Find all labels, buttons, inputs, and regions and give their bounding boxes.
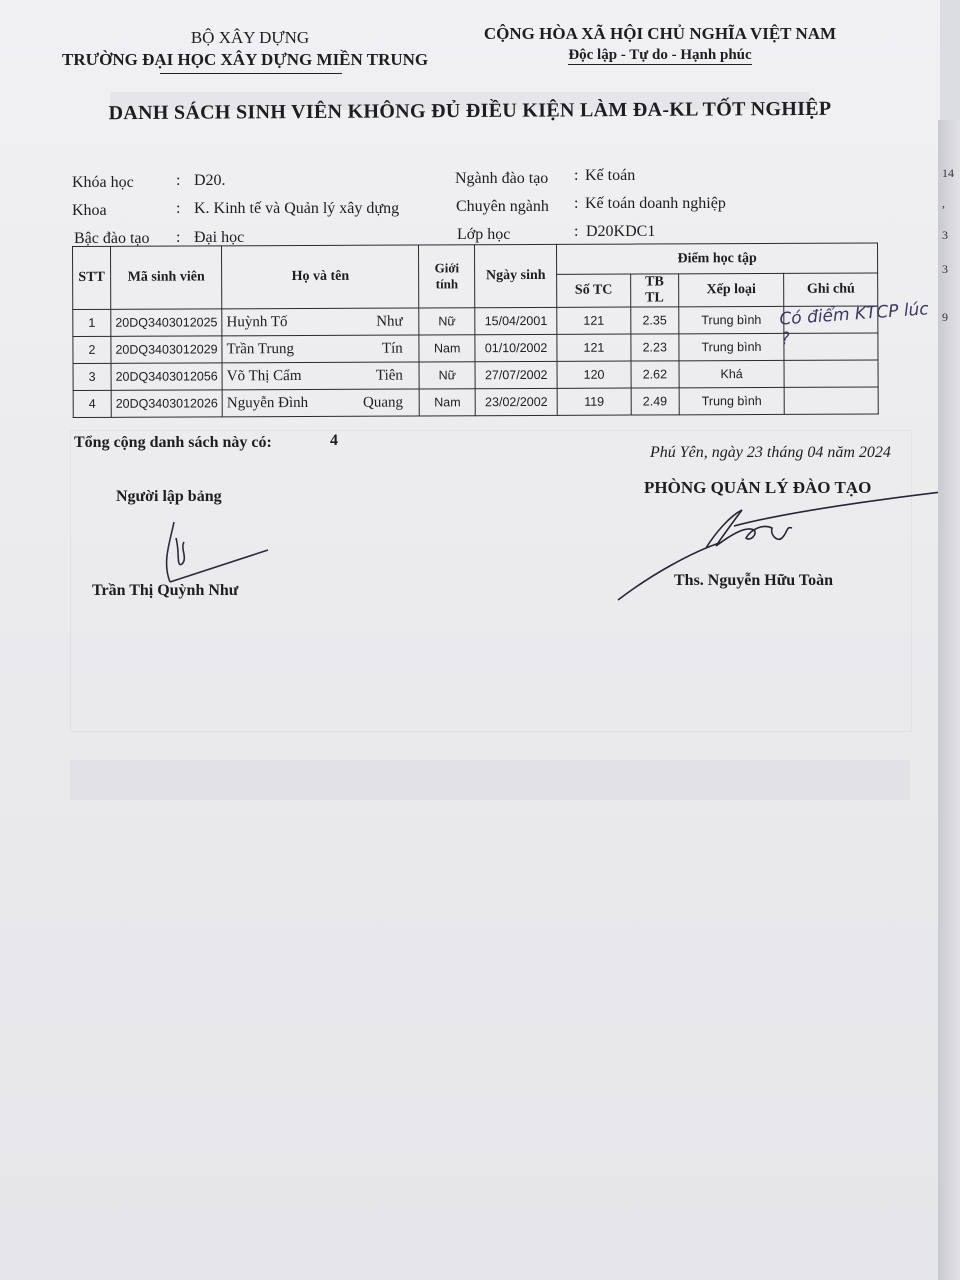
edge-mark: 3 bbox=[942, 262, 948, 276]
major-label: Ngành đào tạo bbox=[455, 170, 549, 187]
row-student-id: 20DQ3403012056 bbox=[111, 363, 222, 390]
row-gender: Nữ bbox=[419, 308, 475, 335]
row-dob: 01/10/2002 bbox=[475, 334, 557, 361]
edge-mark: 3 bbox=[942, 228, 948, 242]
row-stt: 3 bbox=[73, 363, 111, 390]
level-label: Bậc đào tạo bbox=[74, 230, 150, 247]
faculty-value: K. Kinh tế và Quản lý xây dựng bbox=[194, 200, 400, 217]
row-full-name: Võ Thị Cẩm Tiên bbox=[222, 362, 419, 390]
row-gpa: 2.23 bbox=[631, 334, 679, 361]
row-student-id: 20DQ3403012029 bbox=[111, 336, 222, 363]
row-gpa: 2.49 bbox=[631, 388, 679, 415]
national-motto: Độc lập - Tự do - Hạnh phúc bbox=[568, 47, 752, 63]
maker-signature bbox=[140, 512, 280, 592]
total-value: 4 bbox=[330, 432, 338, 449]
office-name: PHÒNG QUẢN LÝ ĐÀO TẠO bbox=[644, 478, 872, 497]
colon: : bbox=[574, 167, 579, 184]
colon: : bbox=[176, 200, 181, 217]
row-stt: 4 bbox=[73, 390, 111, 417]
row-gpa: 2.35 bbox=[631, 307, 679, 334]
republic-name: CỘNG HÒA XÃ HỘI CHỦ NGHĨA VIỆT NAM bbox=[483, 24, 837, 43]
course-label: Khóa học bbox=[72, 174, 134, 191]
officer-name: Ths. Nguyễn Hữu Toàn bbox=[674, 572, 834, 589]
edge-mark: 14 bbox=[942, 166, 954, 180]
table-row bbox=[73, 306, 878, 337]
maker-label: Người lập bảng bbox=[116, 488, 222, 505]
header-credits: Số TC bbox=[557, 274, 631, 307]
handwritten-note: Có điểm KTCP lúc ? bbox=[778, 299, 930, 350]
row-rank: Trung bình bbox=[679, 387, 785, 414]
maker-name: Trần Thị Quỳnh Như bbox=[92, 582, 239, 599]
specialization-label: Chuyên ngành bbox=[456, 198, 549, 215]
university-name: TRƯỜNG ĐẠI HỌC XÂY DỰNG MIỀN TRUNG bbox=[62, 50, 429, 69]
row-credits: 121 bbox=[557, 307, 631, 334]
ministry-name: BỘ XÂY DỰNG bbox=[190, 28, 310, 47]
course-value: D20. bbox=[194, 172, 226, 189]
row-gender: Nữ bbox=[419, 362, 475, 389]
row-full-name: Nguyễn Đình Quang bbox=[222, 389, 419, 417]
edge-mark: 9 bbox=[942, 310, 948, 324]
row-student-id: 20DQ3403012026 bbox=[111, 390, 222, 417]
colon: : bbox=[176, 229, 181, 246]
row-gpa: 2.62 bbox=[631, 361, 679, 388]
colon: : bbox=[574, 195, 579, 212]
row-gender: Nam bbox=[419, 389, 475, 416]
row-dob: 27/07/2002 bbox=[475, 361, 557, 388]
faculty-label: Khoa bbox=[72, 202, 107, 219]
row-student-id: 20DQ3403012025 bbox=[111, 309, 222, 336]
header-gpa: TB TL bbox=[630, 274, 678, 307]
header-dob: Ngày sinh bbox=[475, 244, 557, 307]
table-row bbox=[73, 387, 878, 418]
row-stt: 1 bbox=[73, 309, 111, 336]
class-label: Lớp học bbox=[457, 226, 511, 243]
header-full-name: Họ và tên bbox=[222, 245, 419, 309]
row-dob: 23/02/2002 bbox=[475, 388, 557, 415]
colon: : bbox=[574, 223, 579, 240]
row-credits: 120 bbox=[557, 361, 631, 388]
header-stt: STT bbox=[73, 246, 111, 309]
row-rank: Khá bbox=[679, 360, 785, 387]
edge-mark: , bbox=[942, 196, 945, 210]
row-rank: Trung bình bbox=[679, 306, 785, 333]
colon: : bbox=[176, 172, 181, 189]
table-row bbox=[73, 360, 878, 391]
row-credits: 119 bbox=[557, 388, 631, 415]
row-stt: 2 bbox=[73, 336, 111, 363]
header-note: Ghi chú bbox=[784, 273, 878, 306]
row-gender: Nam bbox=[419, 335, 475, 362]
class-value: D20KDC1 bbox=[586, 223, 656, 240]
header-student-id: Mã sinh viên bbox=[110, 246, 221, 309]
specialization-value: Kế toán doanh nghiệp bbox=[585, 195, 726, 212]
major-value: Kế toán bbox=[585, 167, 636, 184]
row-note bbox=[784, 360, 878, 387]
header-underline bbox=[160, 73, 342, 74]
table-row bbox=[73, 333, 878, 364]
row-dob: 15/04/2001 bbox=[475, 307, 557, 334]
row-full-name: Trần Trung Tín bbox=[222, 335, 419, 363]
header-gender: Giới tính bbox=[419, 245, 475, 308]
underlying-page-edge bbox=[938, 120, 960, 1280]
total-label: Tổng cộng danh sách này có: bbox=[74, 434, 272, 451]
date-line: Phú Yên, ngày 23 tháng 04 năm 2024 bbox=[650, 444, 891, 461]
document-title: DANH SÁCH SINH VIÊN KHÔNG ĐỦ ĐIỀU KIỆN LÀM ĐA-KL TỐT NGHIỆP bbox=[108, 97, 832, 125]
student-table bbox=[72, 242, 879, 418]
level-value: Đại học bbox=[194, 229, 245, 246]
header-rank: Xếp loại bbox=[678, 273, 784, 306]
row-note bbox=[784, 387, 878, 414]
header-academic-scores: Điểm học tập bbox=[557, 243, 878, 274]
row-full-name: Huỳnh Tố Như bbox=[222, 308, 419, 336]
row-credits: 121 bbox=[557, 334, 631, 361]
row-rank: Trung bình bbox=[679, 333, 785, 360]
